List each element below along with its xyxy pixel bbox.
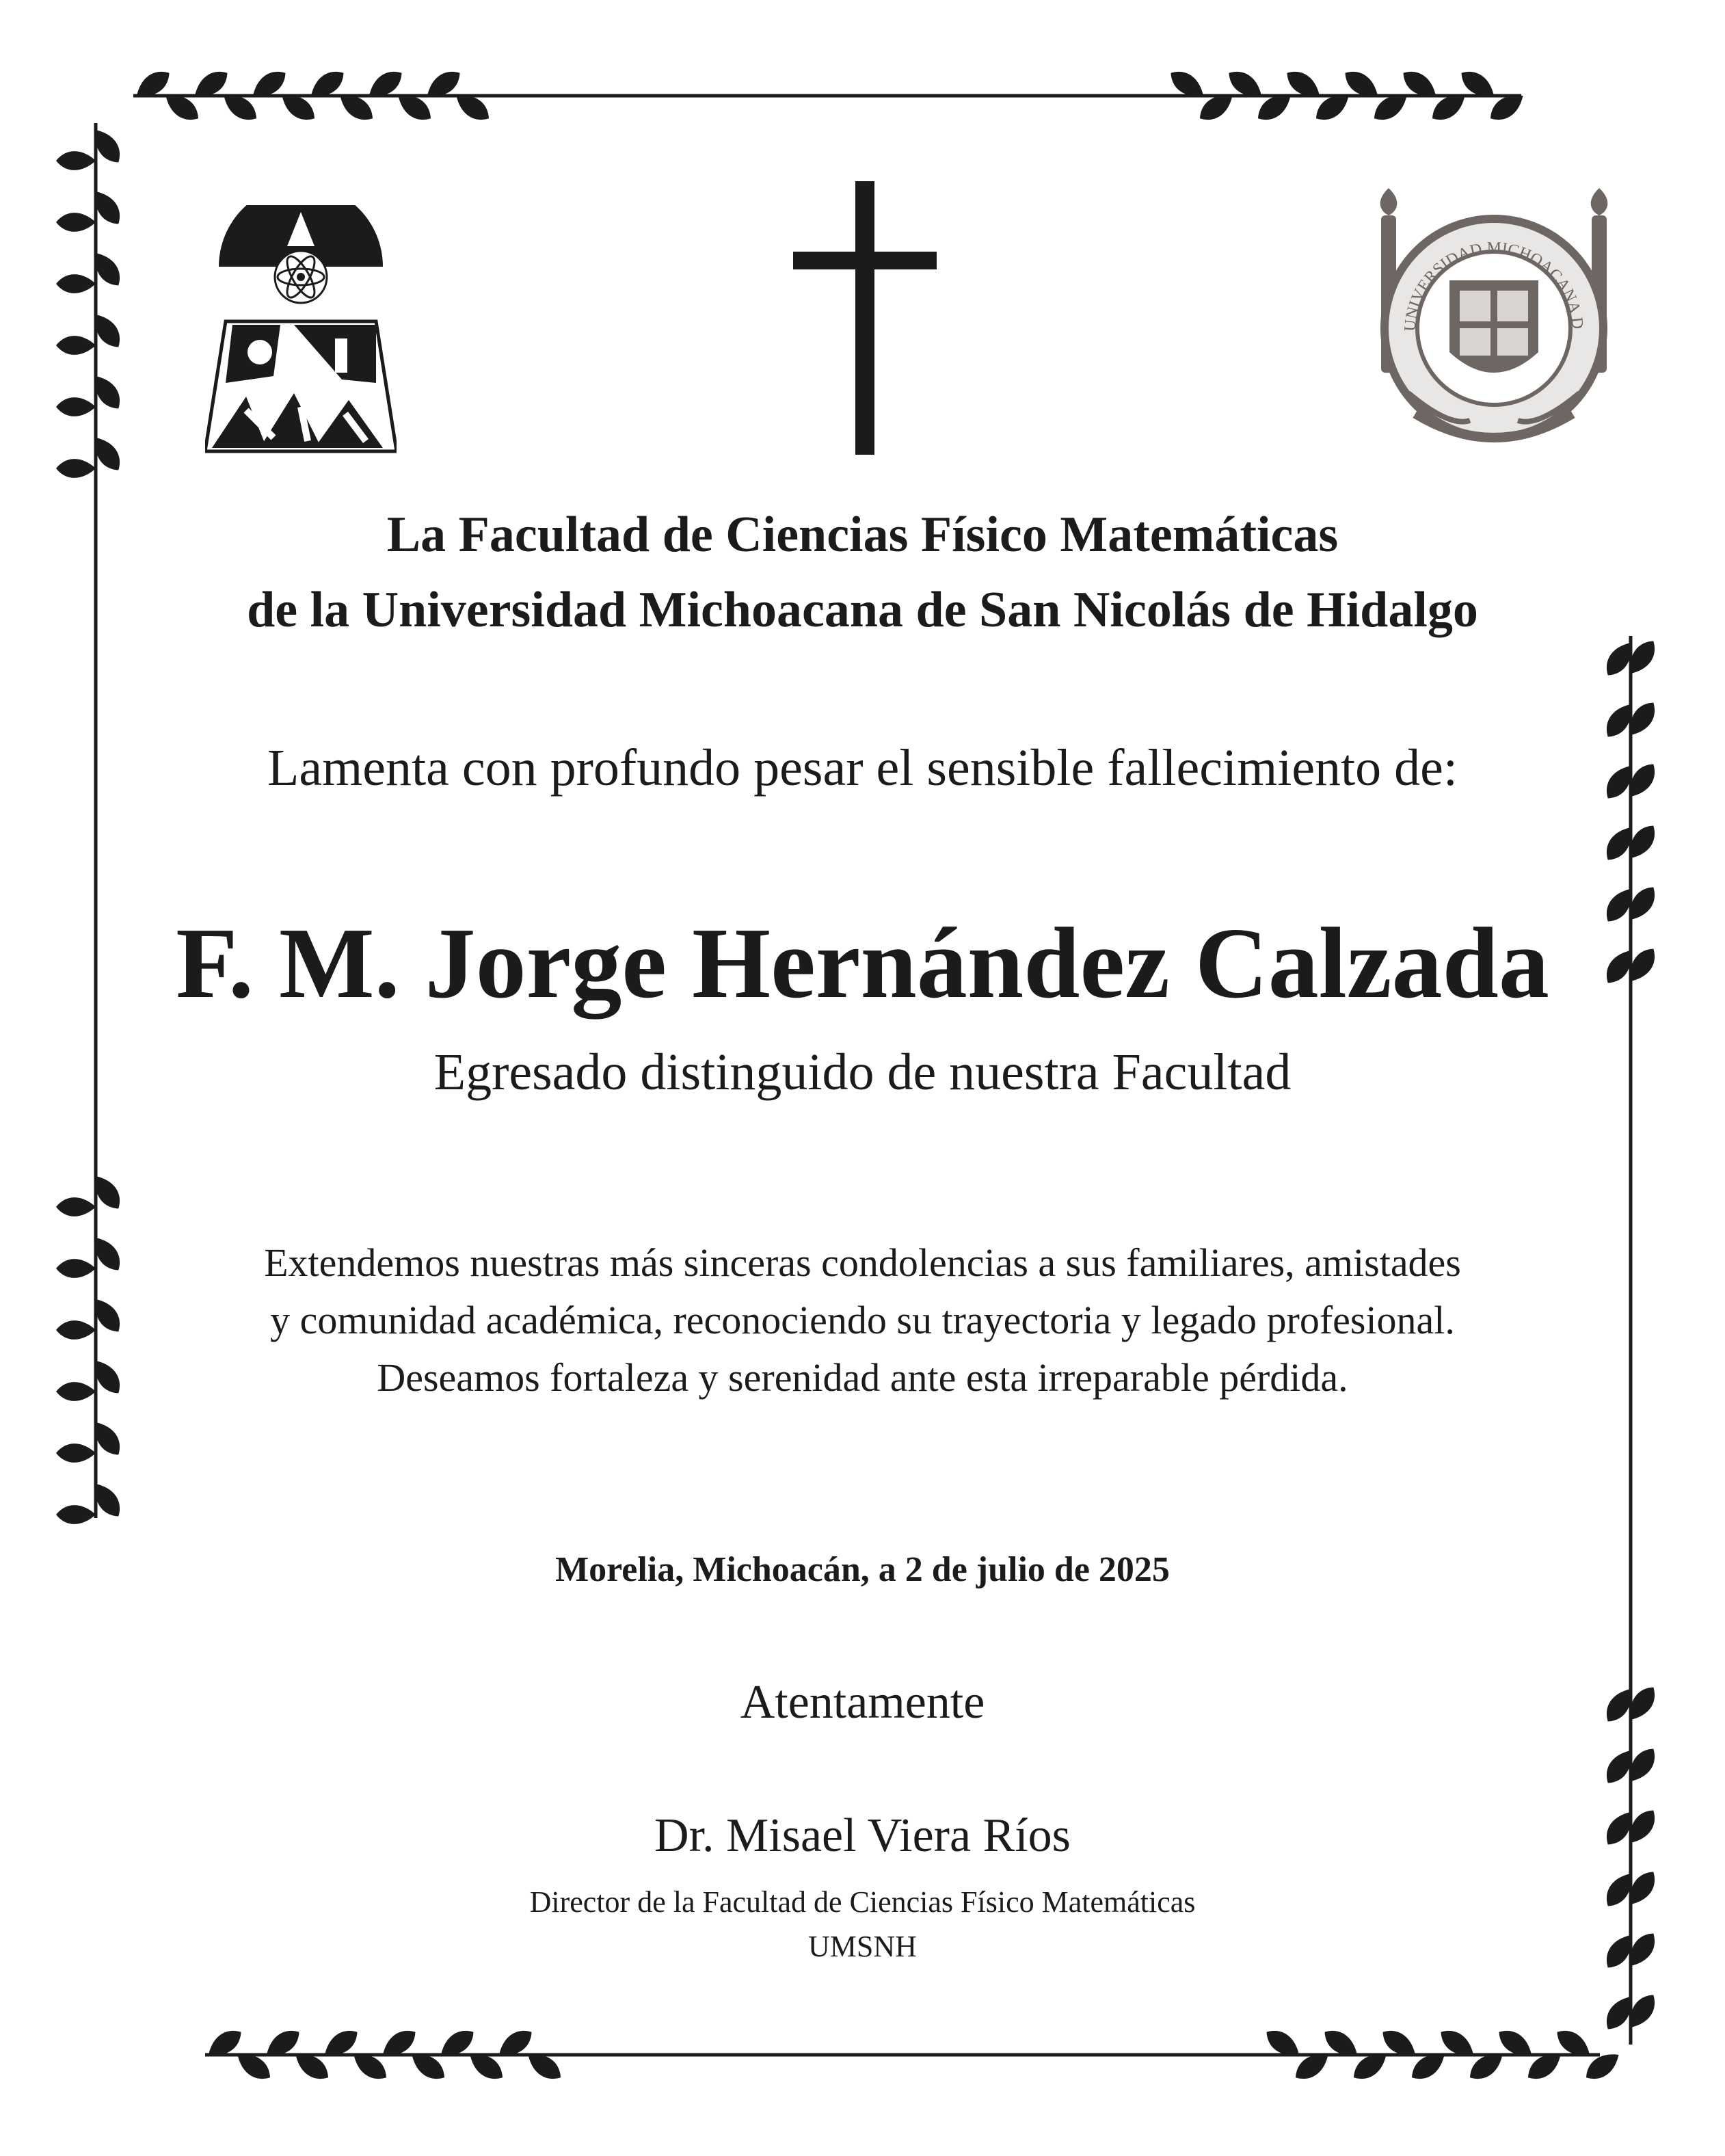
leaf-icon: [56, 1505, 96, 1524]
leaf-icon: [56, 1443, 96, 1463]
leaf-icon: [1166, 65, 1209, 103]
signer-institution: UMSNH: [808, 1930, 917, 1963]
seal-ring-text: UNIVERSIDAD MICHOACANA D: [1401, 239, 1587, 332]
leaf-icon: [56, 1382, 96, 1401]
leaf-icon: [56, 1320, 96, 1340]
condolence-line: y comunidad académica, reconociendo su trayectoria y legado profesional.: [270, 1298, 1455, 1342]
closing-text: Atentamente: [740, 1676, 985, 1729]
leaf-icon: [56, 274, 96, 293]
leaf-icon: [451, 88, 494, 127]
leaf-icon: [56, 1197, 96, 1216]
leaf-icon: [56, 1259, 96, 1278]
header-faculty: La Facultad de Ciencias Físico Matemáticas: [386, 507, 1339, 563]
leaf-icon: [56, 151, 96, 170]
header-university: de la Universidad Michoacana de San Nicolás de Hidalgo: [247, 582, 1478, 638]
place-date: Morelia, Michoacán, a 2 de julio de 2025: [555, 1550, 1170, 1589]
leaf-icon: [1261, 2024, 1305, 2062]
fcfm-logo-icon: [205, 205, 397, 458]
condolence-line: Extendemos nuestras más sinceras condolencias a sus familiares, amistades: [264, 1240, 1461, 1285]
cross-icon: [793, 181, 937, 455]
signer-name: Dr. Misael Viera Ríos: [654, 1809, 1071, 1862]
leaf-icon: [56, 397, 96, 416]
leaf-icon: [56, 213, 96, 232]
intro-text: Lamenta con profundo pesar el sensible fallecimiento de:: [267, 739, 1458, 797]
leaf-icon: [523, 2047, 566, 2086]
condolence-line: Deseamos fortaleza y serenidad ante esta irreparable pérdida.: [377, 1355, 1348, 1400]
umsnh-seal-icon: [1367, 188, 1620, 462]
leaf-icon: [56, 336, 96, 355]
condolence-paragraph: [137, 1234, 1588, 1407]
signer-title: Director de la Facultad de Ciencias Físico Matemáticas: [529, 1885, 1196, 1919]
deceased-description: Egresado distinguido de nuestra Facultad: [433, 1043, 1292, 1101]
leaf-icon: [56, 459, 96, 478]
deceased-name: F. M. Jorge Hernández Calzada: [176, 907, 1549, 1020]
